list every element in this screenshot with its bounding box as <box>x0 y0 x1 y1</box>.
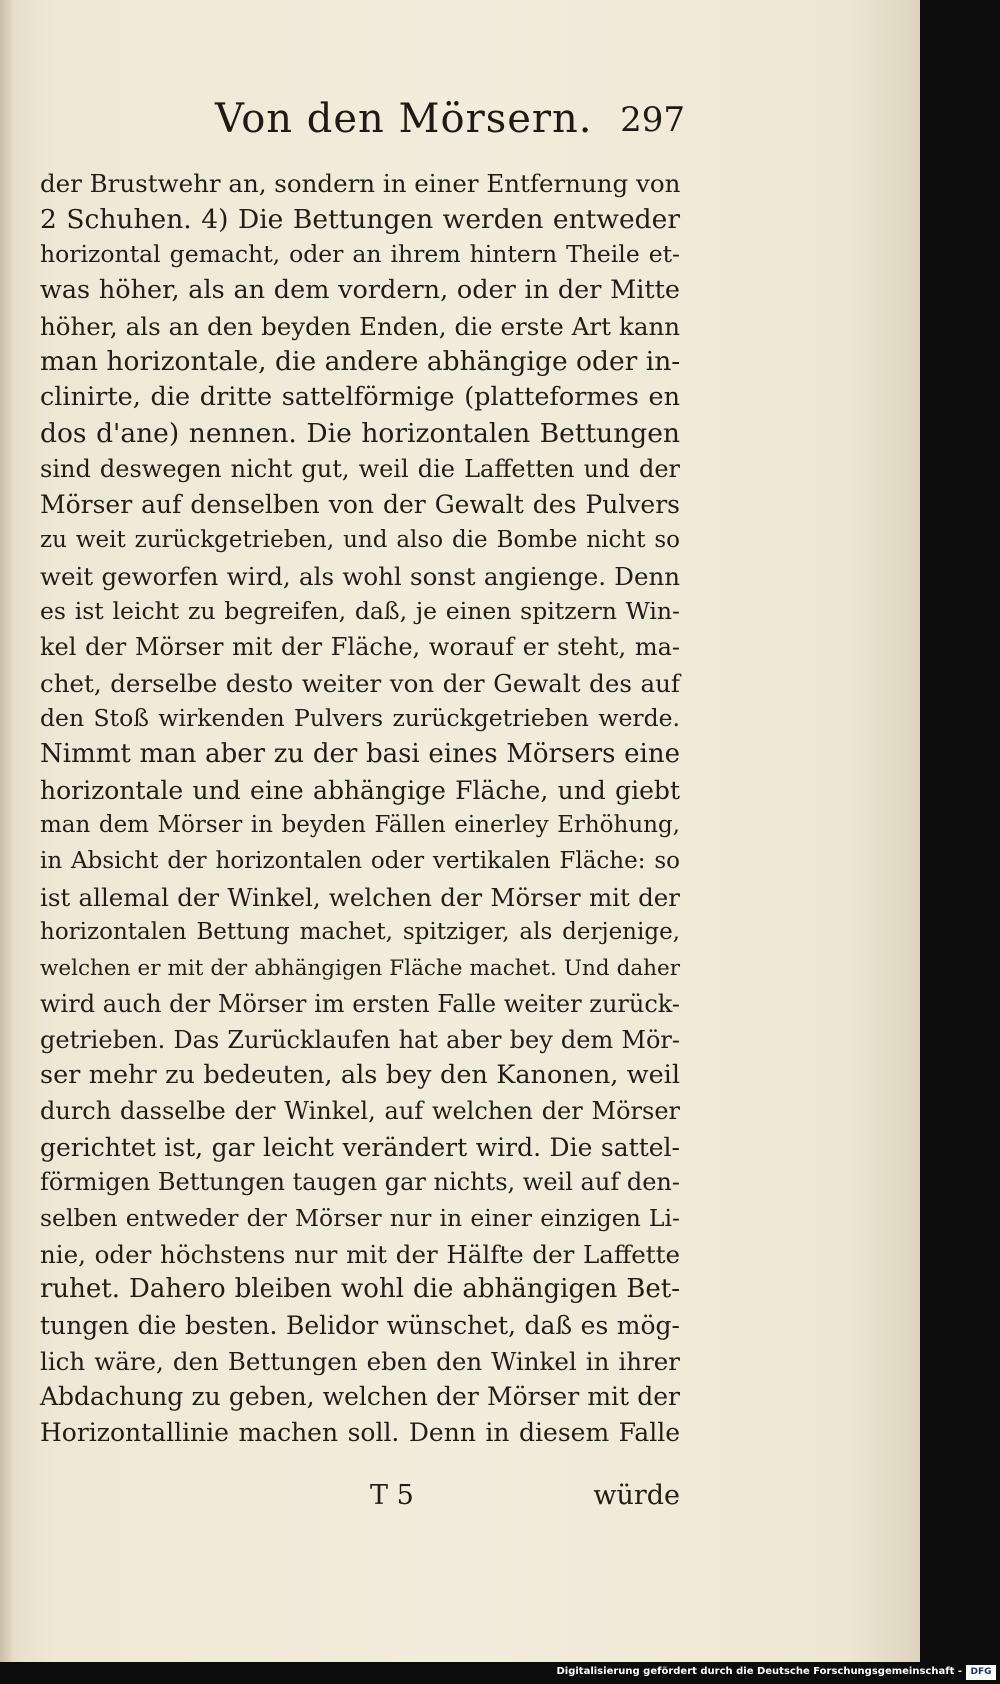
text-line: lich wäre, den Bettungen eben den Winkel in ihrer <box>40 1346 680 1376</box>
text-line: was höher, als an dem vordern, oder in der Mitte <box>40 275 680 306</box>
text-line: 2 Schuhen. 4) Die Bettungen werden entweder <box>40 203 680 235</box>
text-line: höher, als an den beyden Enden, die erste Art kann <box>40 311 680 341</box>
text-line: kel der Mörser mit der Fläche, worauf er steht, ma- <box>40 632 680 661</box>
signature-mark: T 5 <box>370 1480 414 1511</box>
text-line: chet, derselbe desto weiter von der Gewalt des auf <box>40 668 680 698</box>
page-footer <box>40 1480 680 1520</box>
text-line: förmigen Bettungen taugen gar nichts, weil auf den- <box>40 1168 680 1197</box>
text-line: Horizontallinie machen soll. Denn in diesem Falle <box>40 1418 680 1448</box>
funding-text: Digitalisierung gefördert durch die Deutsche Forschungsgemeinschaft - <box>556 1666 962 1677</box>
catchword: würde <box>593 1480 680 1511</box>
text-line: dos d'ane) nennen. Die horizontalen Bettungen <box>40 417 680 449</box>
text-line: in Absicht der horizontalen oder vertikalen Fläche: so <box>40 848 680 875</box>
text-line: weit geworfen wird, als wohl sonst angienge. Denn <box>40 561 680 591</box>
text-line: den Stoß wirkenden Pulvers zurückgetrieben werde. <box>40 704 680 733</box>
text-line: Nimmt man aber zu der basi eines Mörsers eine <box>40 739 680 769</box>
text-line: nie, oder höchstens nur mit der Hälfte der Laffette <box>40 1239 680 1269</box>
funding-banner <box>0 1662 1000 1684</box>
text-line: horizontalen Bettung machet, spitziger, als derjenige, <box>40 919 680 946</box>
text-line: durch dasselbe der Winkel, auf welchen der Mörser <box>40 1096 680 1125</box>
body-text <box>40 166 680 1451</box>
page-number: 297 <box>620 100 685 140</box>
text-line: man dem Mörser in beyden Fällen einerley Erhöhung, <box>40 812 680 839</box>
text-line: clinirte, die dritte sattelförmige (platteformes en <box>40 382 680 413</box>
text-line: getrieben. Das Zurücklaufen hat aber bey dem Mör- <box>40 1025 680 1054</box>
text-line: der Brustwehr an, sondern in einer Entfernung von <box>40 169 681 198</box>
page-header <box>215 96 685 146</box>
text-line: man horizontale, die andere abhängige oder in- <box>40 346 681 378</box>
text-line: tungen die besten. Belidor wünschet, daß es mög- <box>40 1311 680 1340</box>
text-line: horizontale und eine abhängige Fläche, und giebt <box>40 775 680 805</box>
text-line: ruhet. Dahero bleiben wohl die abhängigen Bet- <box>40 1274 680 1305</box>
text-line: es ist leicht zu begreifen, daß, je einen spitzern Win- <box>40 597 680 626</box>
text-line: zu weit zurückgetrieben, und also die Bombe nicht so <box>40 526 680 553</box>
dfg-logo-icon: DFG <box>966 1665 996 1680</box>
text-line: horizontal gemacht, oder an ihrem hintern Theile et- <box>40 240 680 269</box>
text-line: gerichtet ist, gar leicht verändert wird. Die sattel- <box>40 1132 680 1162</box>
text-line: Abdachung zu geben, welchen der Mörser mit der <box>40 1382 680 1412</box>
text-line: wird auch der Mörser im ersten Falle weiter zurück- <box>40 989 680 1018</box>
text-line: ist allemal der Winkel, welchen der Mörser mit der <box>40 882 680 912</box>
page-gutter-shadow <box>0 0 14 1662</box>
text-line: sind deswegen nicht gut, weil die Laffetten und der <box>40 454 680 483</box>
text-line: selben entweder der Mörser nur in einer einzigen Li- <box>40 1203 680 1232</box>
text-line: welchen er mit der abhängigen Fläche machet. Und daher <box>40 956 680 982</box>
text-line: Mörser auf denselben von der Gewalt des Pulvers <box>40 490 680 520</box>
text-line: ser mehr zu bedeuten, als bey den Kanonen, weil <box>40 1060 680 1091</box>
running-title: Von den Mörsern. <box>215 96 593 142</box>
